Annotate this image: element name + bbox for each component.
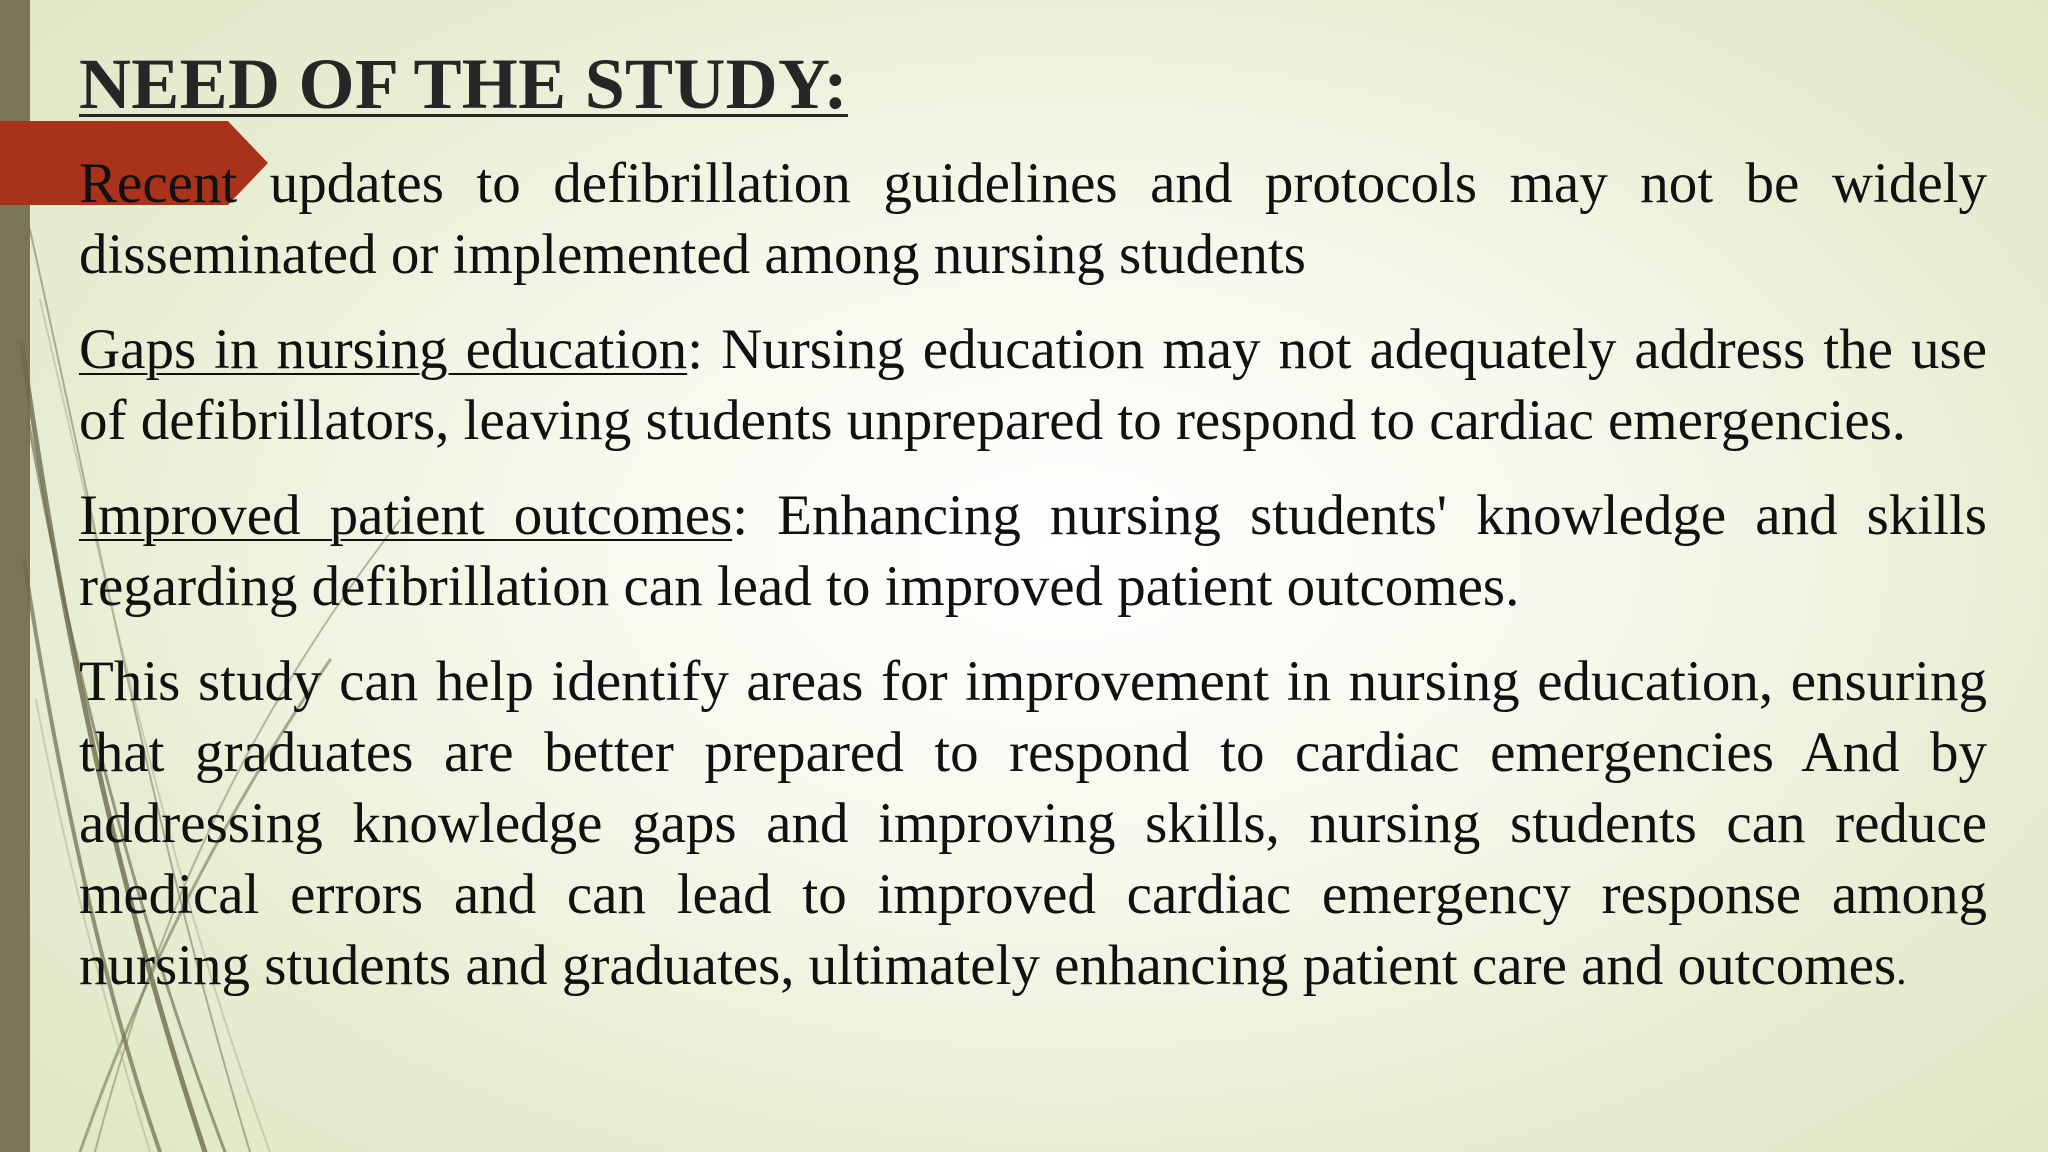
paragraph-end-period: . — [1896, 948, 1907, 994]
paragraph-text: Enhancing nursing students' knowledge and skills regarding defibrillation can lead to improved patient outcomes. — [79, 484, 1987, 618]
paragraph-gaps-in-education — [79, 314, 1987, 456]
heading-separator: : — [687, 318, 704, 381]
paragraph-recent-updates — [79, 148, 1987, 290]
paragraph-text: This study can help identify areas for improvement in nursing education, ensuring that graduates are better prepared to respond to cardiac emergencies And by addressing knowledge gaps and improving skills, nursing students can reduce medical errors and can lead to improved cardiac emergency response among nursing students and graduates, ultimately enhancing patient care and outcomes — [79, 650, 1987, 997]
paragraph-study-benefits — [79, 646, 1987, 1007]
slide-body — [79, 148, 1987, 1031]
heading-separator: : — [732, 484, 749, 547]
slide-title: NEED OF THE STUDY: — [79, 44, 848, 124]
paragraph-text: Nursing education may not adequately address the use of defibrillators, leaving students unprepared to respond to cardiac emergencies. — [79, 318, 1987, 452]
paragraph-heading: Improved patient outcomes — [79, 484, 733, 547]
paragraph-heading: Gaps in nursing education — [79, 318, 688, 381]
paragraph-improved-outcomes — [79, 480, 1987, 622]
paragraph-text: Recent updates to defibrillation guidelines and protocols may not be widely disseminated or implemented among nursing students — [79, 152, 1987, 286]
